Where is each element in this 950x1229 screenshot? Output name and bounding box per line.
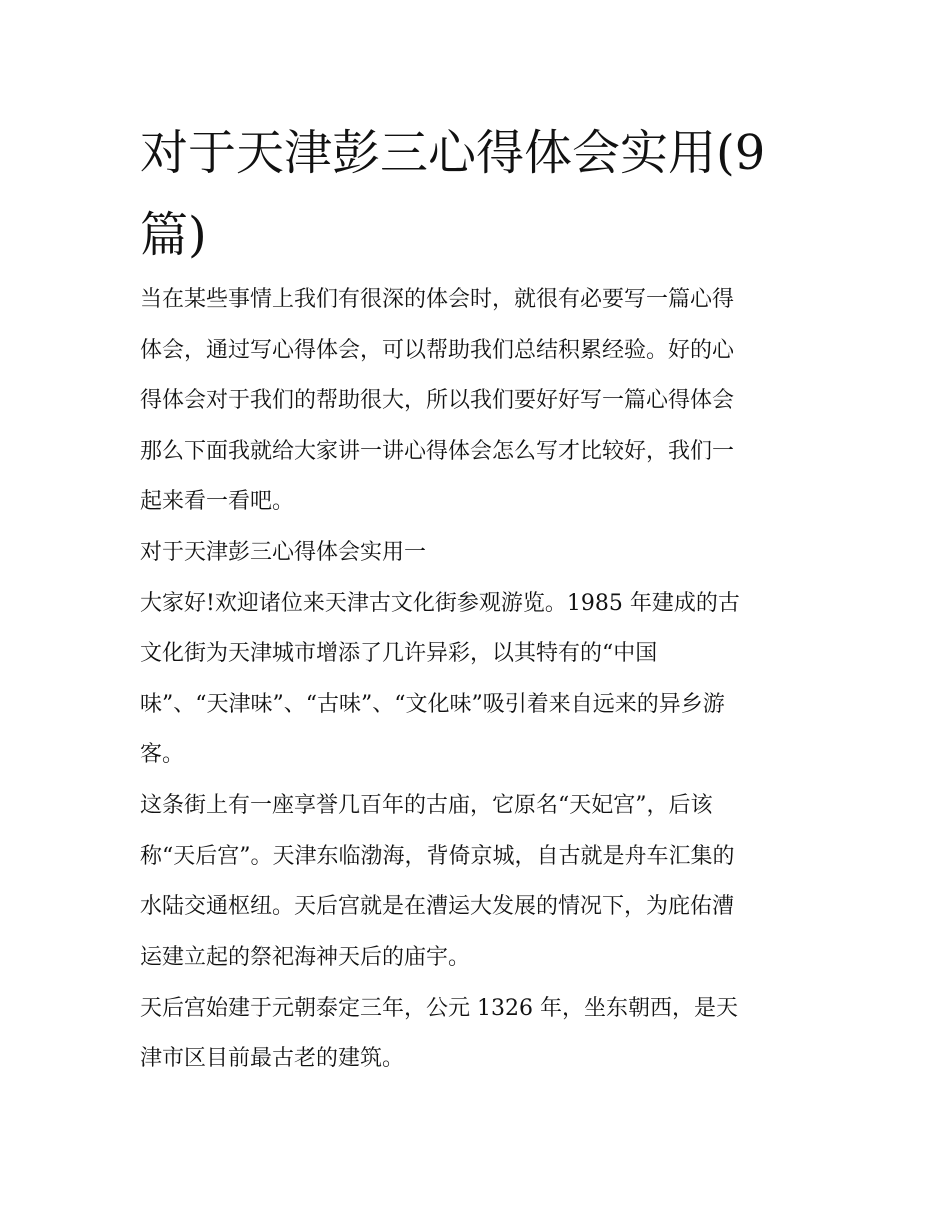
body-line: 水陆交通枢纽。天后宫就是在漕运大发展的情况下，为庇佑漕 bbox=[140, 894, 735, 919]
section-heading: 对于天津彭三心得体会实用一 bbox=[140, 540, 427, 565]
body-line: 文化街为天津城市增添了几许异彩，以其特有的“中国 bbox=[140, 641, 658, 666]
body-line: 起来看一看吧。 bbox=[140, 489, 295, 514]
body-line: 这条街上有一座享誉几百年的古庙，它原名“天妃宫”，后该 bbox=[140, 793, 713, 818]
body-line: 天后宫始建于元朝泰定三年，公元 1326 年，坐东朝西，是天 bbox=[140, 996, 738, 1021]
body-line: 客。 bbox=[140, 742, 185, 767]
body-line: 津市区目前最古老的建筑。 bbox=[140, 1046, 405, 1071]
body-line: 那么下面我就给大家讲一讲心得体会怎么写才比较好，我们一 bbox=[140, 439, 735, 464]
body-line: 大家好!欢迎诸位来天津古文化街参观游览。1985 年建成的古 bbox=[140, 591, 740, 616]
title-line-2: 篇) bbox=[140, 207, 207, 263]
document-title bbox=[140, 112, 820, 276]
body-line: 称“天后宫”。天津东临渤海，背倚京城，自古就是舟车汇集的 bbox=[140, 844, 735, 869]
body-line: 体会，通过写心得体会，可以帮助我们总结积累经验。好的心 bbox=[140, 338, 735, 363]
body-line: 当在某些事情上我们有很深的体会时，就很有必要写一篇心得 bbox=[140, 287, 735, 312]
body-line: 味”、“天津味”、“古味”、“文化味”吸引着来自远来的异乡游 bbox=[140, 692, 725, 717]
title-line-1: 对于天津彭三心得体会实用(9 bbox=[140, 125, 766, 181]
body-line: 运建立起的祭祀海神天后的庙宇。 bbox=[140, 945, 471, 970]
body-line: 得体会对于我们的帮助很大，所以我们要好好写一篇心得体会 bbox=[140, 388, 735, 413]
